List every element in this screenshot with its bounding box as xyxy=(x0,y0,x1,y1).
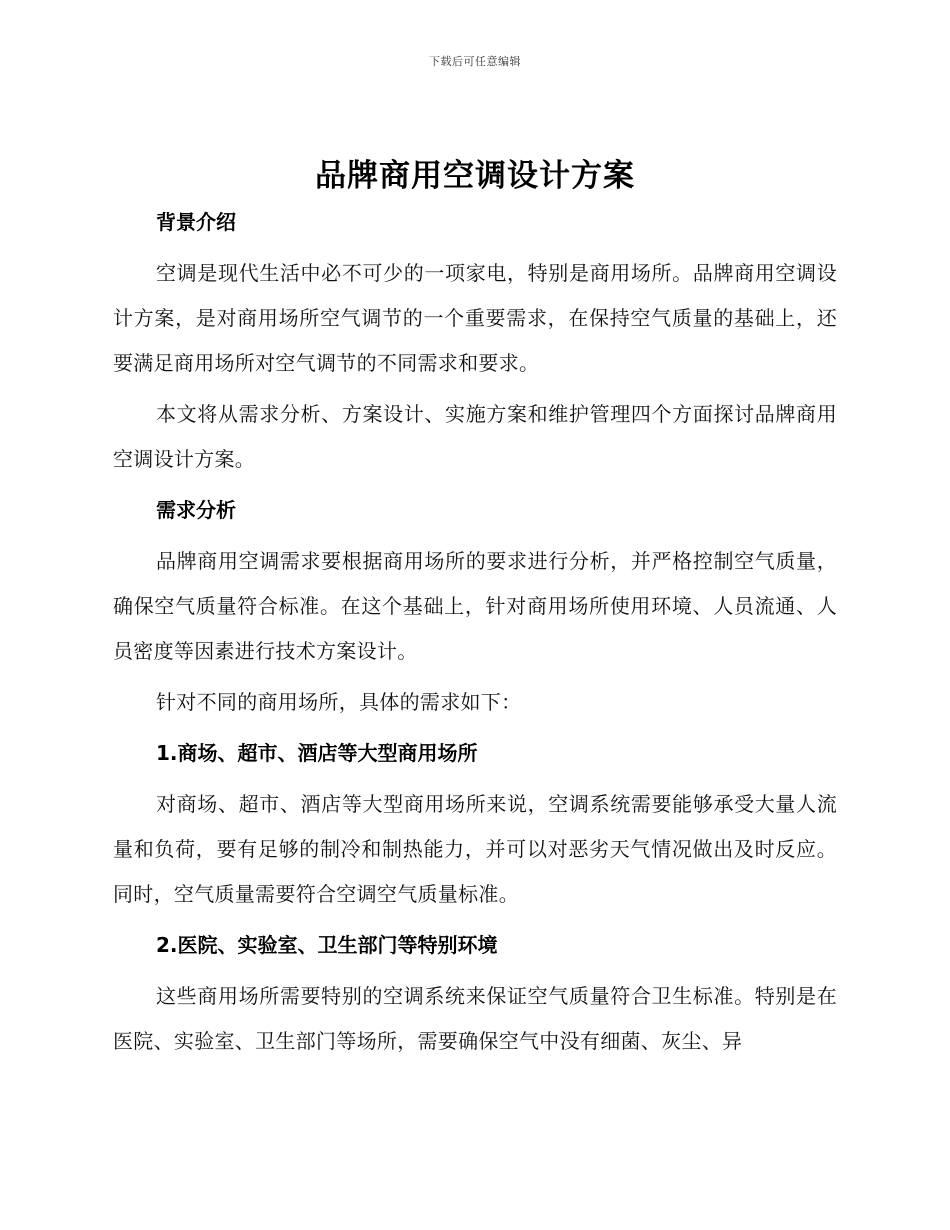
paragraph-requirements-2: 针对不同的商用场所，具体的需求如下： xyxy=(156,690,522,714)
paragraph-large-venues: 对商场、超市、酒店等大型商用场所来说，空调系统需要能够承受大量人流量和负荷，要有足够的制冷和制热能力，并可以对恶劣天气情况做出及时反应。同时，空气质量需要符合空调空气质量标准。 xyxy=(113,792,837,906)
paragraph-background-1: 空调是现代生活中必不可少的一项家电，特别是商用场所。品牌商用空调设计方案，是对商用场所空气调节的一个重要需求，在保持空气质量的基础上，还要满足商用场所对空气调节的不同需求和要求。 xyxy=(113,261,837,375)
paragraph-requirements-1: 品牌商用空调需求要根据商用场所的要求进行分析，并严格控制空气质量，确保空气质量符合标准。在这个基础上，针对商用场所使用环境、人员流通、人员密度等因素进行技术方案设计。 xyxy=(113,549,837,663)
subheading-special-environments: 2.医院、实验室、卫生部门等特别环境 xyxy=(156,933,498,957)
paragraph-special-environments: 这些商用场所需要特别的空调系统来保证空气质量符合卫生标准。特别是在医院、实验室、卫生部门等场所，需要确保空气中没有细菌、灰尘、异 xyxy=(113,984,837,1053)
section-heading-requirements: 需求分析 xyxy=(156,498,236,522)
section-heading-background: 背景介绍 xyxy=(156,210,236,234)
paragraph-background-2: 本文将从需求分析、方案设计、实施方案和维护管理四个方面探讨品牌商用空调设计方案。 xyxy=(113,402,837,471)
document-body xyxy=(113,200,837,1064)
header-note: 下载后可任意编辑 xyxy=(429,55,521,68)
document-title: 品牌商用空调设计方案 xyxy=(315,158,635,194)
subheading-large-venues: 1.商场、超市、酒店等大型商用场所 xyxy=(156,741,478,765)
